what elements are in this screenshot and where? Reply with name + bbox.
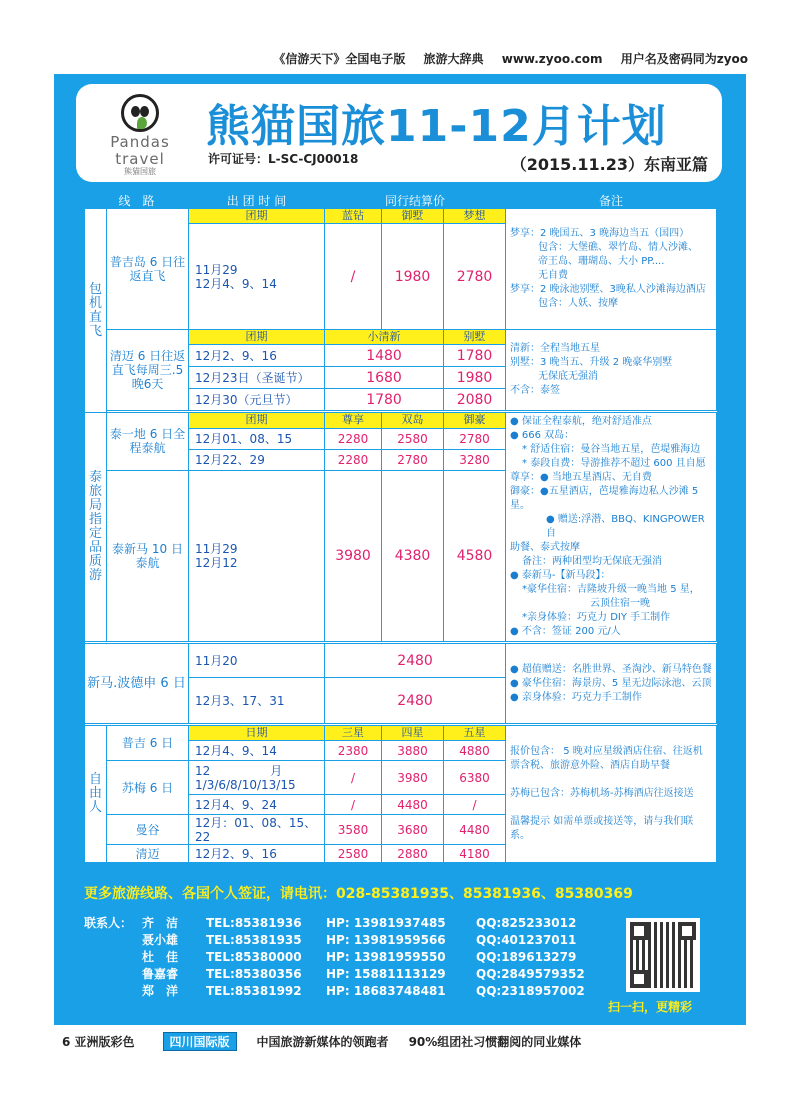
panda-icon xyxy=(121,94,159,132)
sub-header: 蓝钻 xyxy=(325,209,382,224)
date-cell: 12月：01、08、15、22 xyxy=(189,815,325,845)
banner-url[interactable]: www.zyoo.com xyxy=(501,52,603,66)
note-line: ● 不含：签证 200 元/人 xyxy=(510,626,621,637)
date-cell: 12月4、9、24 xyxy=(189,795,325,815)
sub-header: 小清新 xyxy=(325,330,444,345)
category-tat: 泰旅局指定品质游 xyxy=(85,413,107,642)
price-cell: 4480 xyxy=(382,795,444,815)
sub-header: 御墅 xyxy=(382,209,444,224)
contact-tel[interactable]: TEL:85380000 xyxy=(206,950,302,964)
note-line: 清新：全程当地五星 xyxy=(510,343,601,354)
contact-tel[interactable]: TEL:85380356 xyxy=(206,967,302,981)
itinerary-table xyxy=(84,193,717,863)
date-cell: 12月2、9、16 xyxy=(189,845,325,863)
sub-header: 尊享 xyxy=(325,413,382,429)
sub-header: 团期 xyxy=(189,413,325,429)
price-cell: 2580 xyxy=(325,845,382,863)
route-thai-sg-my: 泰新马 10 日泰航 xyxy=(107,470,189,641)
category-free: 自由人 xyxy=(85,726,107,863)
contact-label: 联系人： xyxy=(84,916,133,930)
price-cell: 2380 xyxy=(325,741,382,761)
note-line: 包含：人妖、按摩 xyxy=(538,298,619,309)
contact-tel[interactable]: TEL:85381992 xyxy=(206,984,302,998)
hotline: 更多旅游线路、各国个人签证，请电讯：028-85381935、85381936、85380369 xyxy=(84,886,633,902)
scan-caption: 扫一扫，更精彩 xyxy=(608,1000,693,1014)
price-cell: 4580 xyxy=(444,470,506,641)
note-line: 云顶住宿一晚 xyxy=(590,598,651,609)
price-cell: 3980 xyxy=(325,470,382,641)
logo-cn: 熊猫国旅 xyxy=(124,167,156,176)
price-cell: 3880 xyxy=(382,741,444,761)
qr-code-icon[interactable] xyxy=(626,918,700,992)
note-line: 梦享：2 晚泳池别墅、3晚私人沙滩海边酒店 xyxy=(510,284,706,295)
price-cell: 2480 xyxy=(325,644,506,678)
issue-date: （2015.11.23）东南亚篇 xyxy=(510,155,708,174)
contact-name: 齐 洁 xyxy=(142,916,179,930)
pandas-logo xyxy=(90,94,190,174)
date-cell: 11月20 xyxy=(189,644,325,678)
note-line: 无保底无强消 xyxy=(538,371,599,382)
price-cell: 4180 xyxy=(444,845,506,863)
price-cell: 6380 xyxy=(444,761,506,795)
price-cell: 3680 xyxy=(382,815,444,845)
note-line: 包含：大堡礁、翠竹岛、情人沙滩、 xyxy=(538,242,699,253)
price-cell: / xyxy=(444,795,506,815)
note-chiangmai xyxy=(506,330,717,411)
contact-hp[interactable]: HP: 13981937485 xyxy=(326,916,446,930)
header-card xyxy=(76,84,722,182)
price-cell: 3280 xyxy=(444,449,506,470)
price-cell: 1680 xyxy=(325,367,444,389)
price-cell: 1980 xyxy=(382,224,444,330)
contact-hp[interactable]: HP: 15881113129 xyxy=(326,967,446,981)
contact-qq: QQ:2849579352 xyxy=(476,967,585,981)
note-line: 帝王岛、珊瑚岛、大小 PP.... xyxy=(538,256,665,267)
route-sg-my: 新马.波德申 6 日 xyxy=(85,644,189,724)
note-line: 报价包含： 5 晚对应星级酒店住宿、往返机票含税、旅游意外险、酒店自助早餐 xyxy=(510,746,703,771)
contact-list xyxy=(84,915,714,1000)
contact-qq: QQ:401237011 xyxy=(476,933,577,947)
price-cell: 2880 xyxy=(382,845,444,863)
date-cell: 12月01、08、15 xyxy=(189,428,325,449)
contact-qq: QQ:825233012 xyxy=(476,916,577,930)
note-line: 无自费 xyxy=(538,270,569,281)
contact-hp[interactable]: HP: 18683748481 xyxy=(326,984,446,998)
date-cell: 12月2、9、16 xyxy=(189,345,325,367)
contact-name: 鲁嘉睿 xyxy=(142,967,179,981)
footer-slogan-1: 中国旅游新媒体的领跑者 xyxy=(256,1034,389,1049)
date-cell: 11月29 12月12 xyxy=(189,470,325,641)
note-line: ● 豪华住宿：海景房、5 星无边际泳池、云顶 xyxy=(510,677,712,689)
date-cell: 12月22、29 xyxy=(189,449,325,470)
route-samui: 苏梅 6 日 xyxy=(107,761,189,815)
sub-header: 五星 xyxy=(444,726,506,741)
note-line: ● 超值赠送：名胜世界、圣淘沙、新马特色餐 xyxy=(510,663,712,675)
col-notes: 备注 xyxy=(506,194,717,209)
note-sg-my xyxy=(506,644,717,724)
contact-name: 聂小雄 xyxy=(142,933,179,947)
contact-name: 杜 佳 xyxy=(142,950,179,964)
contact-tel[interactable]: TEL:85381936 xyxy=(206,916,302,930)
note-line: 备注：两种团型均无保底无强消 xyxy=(522,556,663,567)
contact-hp[interactable]: HP: 13981959550 xyxy=(326,950,446,964)
banner-login: 用户名及密码同为zyoo xyxy=(620,52,748,66)
price-cell: 1480 xyxy=(325,345,444,367)
note-line: 苏梅已包含：苏梅机场-苏梅酒店往返接送 xyxy=(510,788,694,799)
date-cell: 12月30（元旦节） xyxy=(189,389,325,411)
note-line: *豪华住宿：吉隆坡升级一晚当地 5 星， xyxy=(522,584,700,595)
sub-header: 别墅 xyxy=(444,330,506,345)
date-cell: 12 月 1/3/6/8/10/13/15 xyxy=(189,761,325,795)
sub-header: 四星 xyxy=(382,726,444,741)
note-line: *亲身体验：巧克力 DIY 手工制作 xyxy=(522,612,671,623)
note-tat xyxy=(506,413,717,642)
contact-qq: QQ:2318957002 xyxy=(476,984,585,998)
route-phuket: 普吉岛 6 日往返直飞 xyxy=(107,209,189,330)
col-price: 同行结算价 xyxy=(325,194,506,209)
price-cell: / xyxy=(325,224,382,330)
banner-dict: 旅游大辞典 xyxy=(423,52,484,66)
price-cell: 2780 xyxy=(382,449,444,470)
note-free xyxy=(506,726,717,863)
contact-tel[interactable]: TEL:85381935 xyxy=(206,933,302,947)
category-charter: 包机直飞 xyxy=(85,209,107,413)
note-line: ● 保证全程泰航，绝对舒适准点 xyxy=(510,416,652,427)
contact-row xyxy=(84,949,714,966)
price-cell: / xyxy=(325,795,382,815)
contact-row xyxy=(84,966,714,983)
price-cell: / xyxy=(325,761,382,795)
contact-row xyxy=(84,915,714,932)
note-line: 助餐、泰式按摩 xyxy=(510,542,581,553)
price-cell: 3580 xyxy=(325,815,382,845)
col-date: 出 团 时 间 xyxy=(189,194,325,209)
note-line: * 泰段自费：导游推荐不超过 600 且自愿 xyxy=(522,458,706,469)
sub-header: 三星 xyxy=(325,726,382,741)
logo-en-1: Pandas xyxy=(110,133,170,151)
page-footer xyxy=(62,1032,581,1050)
price-cell: 2080 xyxy=(444,389,506,411)
note-phuket xyxy=(506,209,717,330)
price-cell: 1780 xyxy=(325,389,444,411)
route-chiangmai: 清迈 6 日往返直飞每周三.5晚6天 xyxy=(107,330,189,411)
page-title: 熊猫国旅11-12月计划 xyxy=(206,101,667,152)
contact-name: 郑 洋 xyxy=(142,984,179,998)
sub-header: 团期 xyxy=(189,209,325,224)
note-line: ● 666 双岛： xyxy=(510,430,575,441)
date-phuket: 11月29 12月4、9、14 xyxy=(189,224,325,330)
price-cell: 2580 xyxy=(382,428,444,449)
route-thai: 泰一地 6 日全程泰航 xyxy=(107,413,189,471)
note-line: 御豪：●五星酒店，芭堤雅海边私人沙滩 5 星。 xyxy=(510,486,699,511)
date-cell: 12月23日（圣诞节） xyxy=(189,367,325,389)
note-line: ● 亲身体验：巧克力手工制作 xyxy=(510,691,642,703)
note-line: ● 赠送:浮潜、BBQ、KINGPOWER 自 xyxy=(546,514,705,539)
price-cell: 4480 xyxy=(444,815,506,845)
sub-header: 双岛 xyxy=(382,413,444,429)
note-line: 尊享：● 当地五星酒店、无自费 xyxy=(510,472,652,483)
note-line: 别墅：3 晚当五、升级 2 晚豪华别墅 xyxy=(510,357,673,368)
sub-header: 梦想 xyxy=(444,209,506,224)
footer-slogan-2: 90%组团社习惯翻阅的同业媒体 xyxy=(408,1034,582,1049)
price-cell: 2280 xyxy=(325,449,382,470)
top-banner xyxy=(0,50,800,70)
edition-badge: 四川国际版 xyxy=(163,1032,237,1051)
price-cell: 2280 xyxy=(325,428,382,449)
note-line: ● 泰新马-【新马段】： xyxy=(510,570,611,581)
price-cell: 1780 xyxy=(444,345,506,367)
col-route: 线 路 xyxy=(85,194,189,209)
note-line: 不含：泰签 xyxy=(510,385,561,396)
date-cell: 12月3、17、31 xyxy=(189,678,325,724)
contact-qq: QQ:189613279 xyxy=(476,950,577,964)
sub-header: 日期 xyxy=(189,726,325,741)
route-free-chiangmai: 清迈 xyxy=(107,845,189,863)
price-cell: 1980 xyxy=(444,367,506,389)
note-line: * 舒适住宿：曼谷当地五星，芭堤雅海边 xyxy=(522,444,701,455)
page-number: 6 亚洲版彩色 xyxy=(62,1034,135,1049)
note-line: 梦享：2 晚国五、3 晚海边当五（国四） xyxy=(510,228,690,239)
table-header-row xyxy=(85,194,717,209)
price-cell: 4880 xyxy=(444,741,506,761)
price-cell: 2780 xyxy=(444,428,506,449)
price-cell: 4380 xyxy=(382,470,444,641)
contact-hp[interactable]: HP: 13981959566 xyxy=(326,933,446,947)
route-free-phuket: 普吉 6 日 xyxy=(107,726,189,761)
price-cell: 3980 xyxy=(382,761,444,795)
price-cell: 2480 xyxy=(325,678,506,724)
sub-header: 团期 xyxy=(189,330,325,345)
note-line: 温馨提示 如需单票或接送等，请与我们联系。 xyxy=(510,816,694,841)
contact-row xyxy=(84,932,714,949)
route-bangkok: 曼谷 xyxy=(107,815,189,845)
logo-en-2: travel xyxy=(115,150,165,168)
banner-mag: 《信游天下》全国电子版 xyxy=(273,52,406,66)
date-cell: 12月4、9、14 xyxy=(189,741,325,761)
contact-section xyxy=(84,883,714,1000)
sub-header: 御豪 xyxy=(444,413,506,429)
license-number: 许可证号：L-SC-CJ00018 xyxy=(208,152,359,166)
price-cell: 2780 xyxy=(444,224,506,330)
